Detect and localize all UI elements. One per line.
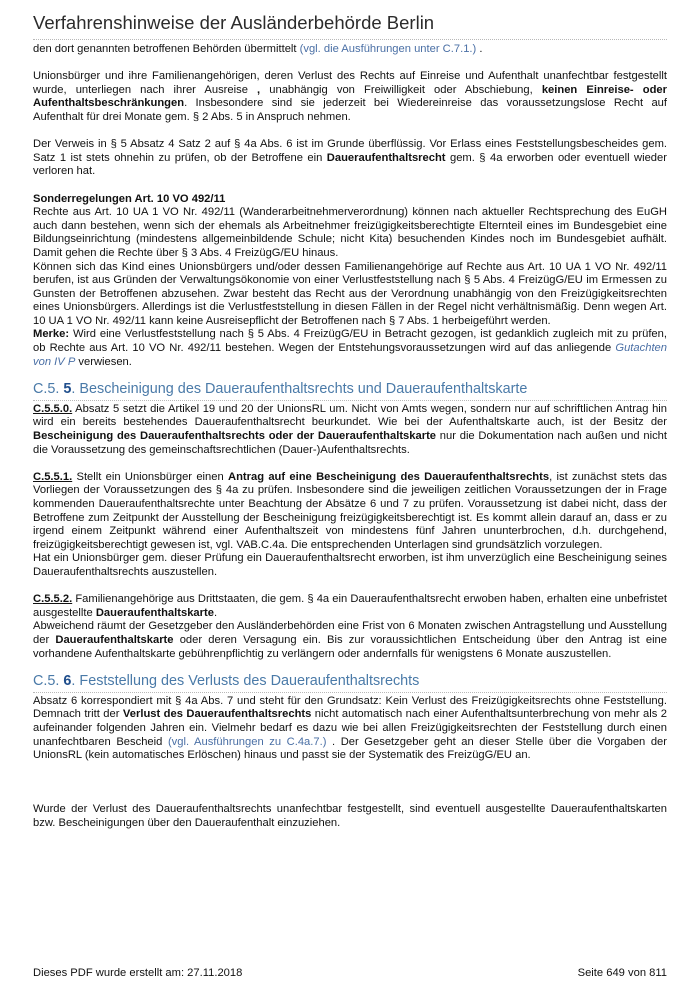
gutachten-link[interactable]: Gutachten von IV P xyxy=(33,342,667,368)
text: Unionsbürger und ihre Familienangehörigen, deren Verlust des Rechts auf Einreise und Aufenthalt unanfechtbar festgestellt wurde, unterliegen nach ihrer Ausreise xyxy=(33,70,667,96)
text: den dort genannten betroffenen Behörden übermittelt xyxy=(33,43,300,55)
bold-text: Daueraufenthaltskarte xyxy=(55,633,174,646)
text: nicht automatisch nach einer Aufenthaltsunterbrechung von mehr als 2 aufeinander folgenden Jahren ein. Vielmehr bedarf es dazu wie bei allen Freizügigkeitsrechten der Feststellung durch einen unanfechtbaren Bescheid xyxy=(33,708,667,748)
paragraph-label: C.5.5.0. xyxy=(33,402,73,415)
paragraph xyxy=(33,138,667,179)
text: gem. § 4a erworben oder eventuell wieder verloren hat. xyxy=(33,151,667,178)
text: Wird eine Verlustfeststellung nach § 5 Abs. 4 FreizügG/EU in Betracht gezogen, ist gedanklich zugleich mit zu prüfen, ob Rechte aus Art. 10 VO Nr. 492/11 bestehen. Wegen der Entstehungsvoraussetzungen wird auf das anliegende xyxy=(33,328,667,355)
text: verwiesen. xyxy=(75,355,132,368)
paragraph-label: C.5.5.1. xyxy=(33,470,73,483)
paragraph xyxy=(33,593,667,620)
text: . Der Gesetzgeber geht an dieser Stelle über die Vorgaben der UnionsRL (kein automatisches Erlöschen) hinaus und passt sie der Systematik des FreizügG/EU an. xyxy=(33,735,668,762)
section-title: . Bescheinigung des Daueraufenthaltsrechts und Daueraufenthaltskarte xyxy=(71,381,528,398)
section-number: 5 xyxy=(63,381,72,398)
bold-text: keinen Einreise- oder Aufenthaltsbeschränkungen xyxy=(33,83,667,110)
text: unabhängig von Freiwilligkeit oder Abschiebung, xyxy=(260,83,542,96)
document-body xyxy=(33,43,667,831)
text: nur die Dokumentation nach außen und nicht die Voraussetzung des gemeinschaftsrechtlichen (Dauer-)Aufenthaltsrechts. xyxy=(33,430,667,456)
bold-text: Daueraufenthaltsrecht xyxy=(326,151,446,164)
section-prefix: C.5. xyxy=(33,673,64,690)
paragraph-label: C.5.5.2. xyxy=(33,593,73,606)
merke-label: Merke: xyxy=(33,328,70,341)
text: Familienangehörige aus Drittstaaten, die gem. § 4a ein Daueraufenthaltsrecht erwoben haben, erhalten eine unbefristet ausgestellte xyxy=(33,593,667,619)
page-title: Verfahrenshinweise der Ausländerbehörde Berlin xyxy=(33,12,667,40)
paragraph: Wurde der Verlust des Daueraufenthaltsrechts unanfechtbar festgestellt, sind eventuell ausgestellte Daueraufenthaltskarten bzw. Bescheinigungen über den Daueraufenthalt einzuziehen. xyxy=(33,803,667,830)
section-title: . Feststellung des Verlusts des Daueraufenthaltsrechts xyxy=(71,673,420,690)
bold-text: Bescheinigung des Daueraufenthaltsrechts oder der Daueraufenthaltskarte xyxy=(33,430,437,443)
paragraph: Rechte aus Art. 10 UA 1 VO Nr. 492/11 (Wanderarbeitnehmerverordnung) können nach aktueller Rechtsprechung des EuGH auch dann bestehen, wenn sich der ehemals als Arbeitnehmer freizügigkeitsberechtigte Elternteil eines im Bundesgebiet eine Bildungseinrichtung (mindestens allgemeinbildende Schule; nicht Kita) besuchenden Kindes noch im Bundesgebiet aufhält. Damit gehen die Rechte über § 3 Abs. 4 FreizügG/EU hinaus. xyxy=(33,206,667,259)
subheading xyxy=(33,193,667,207)
text: , ist zunächst stets das Vorliegen der Voraussetzungen des § 4a zu prüfen. Insbesondere sind die jeweiligen zeitlichen Voraussetzungen der in Frage kommenden Daueraufenthaltsrechte unter Beachtung der Absätze 6 und 7 zu prüfen. Voraussetzung ist dabei nicht, dass der Betroffene zum Zeitpunkt der Ausstellung der Bescheinigung freizügigkeitsberechtigt ist. Es kommt allein darauf an, dass er zu irgend einem Zeitpunkt während einer Aufenthaltszeit von mindestens fünf Jahren ununterbrochen, d.h. durchgehend, freizügigkeitsberechtigt gewesen ist, vgl. VAB.C.4a. Die entsprechenden Unterlagen sind grundsätzlich vorzulegen. xyxy=(33,470,667,551)
section-number: 6 xyxy=(63,673,72,690)
text: Absatz 5 setzt die Artikel 19 und 20 der UnionsRL um. Nicht von Amts wegen, sondern nur auf schriftlichen Antrag hin wird ein bereits bestehendes Daueraufenthaltsrecht beurkundet. Wie bei der Aufenthaltskarte auch, ist der Besitz der xyxy=(33,402,667,429)
subheading-text: Sonderregelungen Art. 10 VO 492/11 xyxy=(33,192,226,205)
text: Der Verweis in § 5 Absatz 4 Satz 2 auf § 4a Abs. 6 ist im Grunde überflüssig. Vor Erlass eines Feststellungsbescheides gem. Satz 1 ist stets ohnehin zu prüfen, ob der Betroffene ein xyxy=(33,138,667,164)
paragraph xyxy=(33,620,667,661)
reference-link[interactable]: (vgl. Ausführungen zu C.4a.7.) xyxy=(167,735,327,748)
section-heading xyxy=(33,675,667,693)
section-prefix: C.5. xyxy=(33,381,64,398)
paragraph xyxy=(33,43,667,57)
paragraph: Hat ein Unionsbürger gem. dieser Prüfung ein Daueraufenthaltsrecht erworben, ist ihm unverzüglich eine Bescheinigung seines Daueraufenthaltsrechts auszustellen. xyxy=(33,552,667,578)
text: Abweichend räumt der Gesetzgeber den Ausländerbehörden eine Frist von 6 Monaten zwischen Antragstellung und Ausstellung der xyxy=(33,620,667,646)
paragraph: Können sich das Kind eines Unionsbürgers und/oder dessen Familienangehörige auf Rechte aus Art. 10 UA 1 VO Nr. 492/11 berufen, ist aus Gründen der Verwaltungsökonomie von einer Verlustfeststellung nach § 5 Abs. 4 FreizügG/EU im Ermessen zu Gunsten der Betroffenen abzusehen. Zwar besteht das Recht aus der Verordnung unabhängig von den Freizügigkeitsrechten eines Unionsbürgers. Allerdings ist die Verlustfeststellung in diesen Fällen in der Regel nicht verhältnismäßig. Denn wegen Art. 10 UA 1 VO Nr. 492/11 kann keine Ausreisepflicht der Betroffenen nach § 7 Abs. 1 herbeigeführt werden. xyxy=(33,260,667,327)
text: . Insbesondere sind sie jederzeit bei Wiedereinreise das voraussetzungslose Recht auf Aufenthalt für drei Monate gem. § 2 Abs. 5 in Anspruch nehmen. xyxy=(33,97,667,123)
footer-created-date: Dieses PDF wurde erstellt am: 27.11.2018 xyxy=(33,967,243,979)
text: . xyxy=(213,606,218,619)
paragraph xyxy=(33,403,667,457)
paragraph xyxy=(33,328,667,369)
bold-text: Verlust des Daueraufenthaltsrechts xyxy=(122,708,312,721)
text: , xyxy=(257,83,261,96)
bold-text: Daueraufenthaltskarte xyxy=(95,606,214,619)
text: oder deren Versagung ein. Bis zur voraussichtlichen Entscheidung über den Antrag ist eine vorhandene Aufenthaltskarte gebührenpflichtig zu verlängern oder andernfalls für wenigstens 6 Monate auszustellen. xyxy=(33,633,667,660)
text: . xyxy=(476,43,483,55)
reference-link[interactable]: (vgl. die Ausführungen unter C.7.1.) xyxy=(299,43,477,55)
section-heading xyxy=(33,383,667,401)
bold-text: Antrag auf eine Bescheinigung des Daueraufenthaltsrechts xyxy=(227,470,550,483)
paragraph xyxy=(33,695,667,763)
footer-page-number: Seite 649 von 811 xyxy=(577,967,667,979)
text: Stellt ein Unionsbürger einen xyxy=(72,470,228,483)
paragraph xyxy=(33,70,667,124)
text: Absatz 6 korrespondiert mit § 4a Abs. 7 und steht für den Grundsatz: Kein Verlust des Freizügigkeitsrechts ohne Feststellung. Demnach tritt der xyxy=(33,694,667,721)
paragraph xyxy=(33,471,667,553)
